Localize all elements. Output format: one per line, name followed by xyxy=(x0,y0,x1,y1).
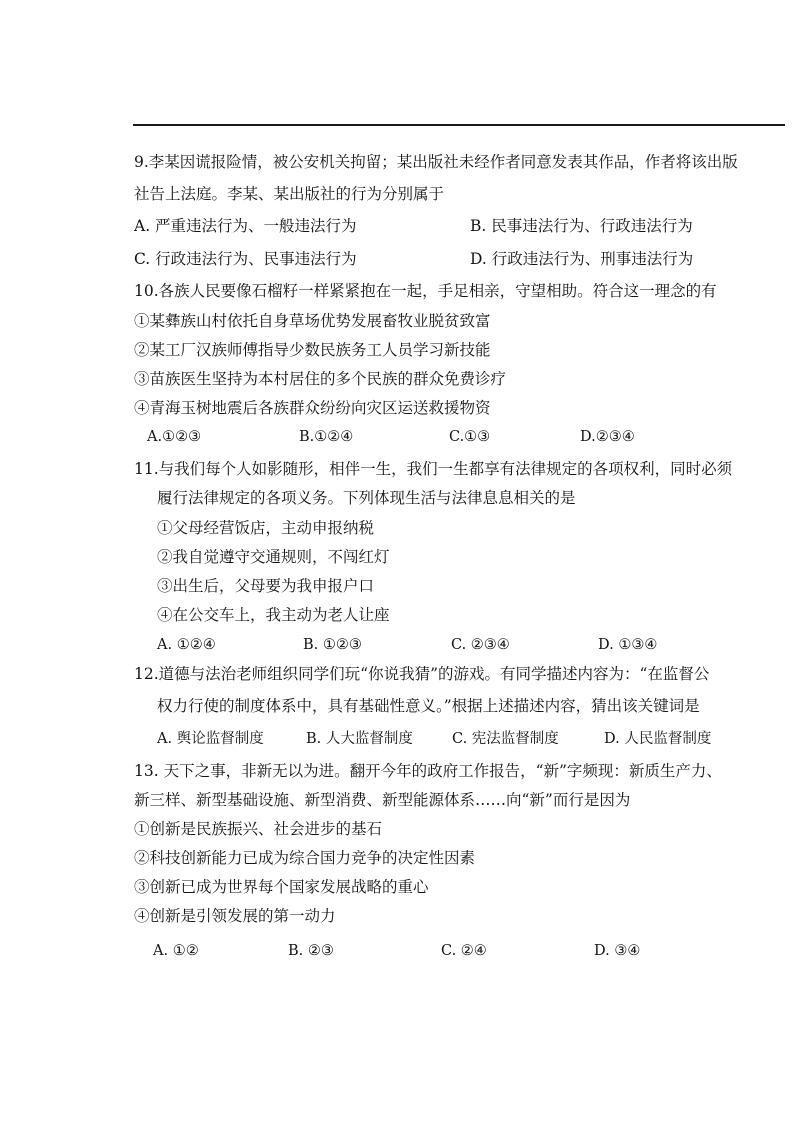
header-rule xyxy=(133,124,785,126)
q11-stem-line2: 履行法律规定的各项义务。下列体现生活与法律息息相关的是 xyxy=(157,489,576,507)
q9-option-b: B. 民事违法行为、行政违法行为 xyxy=(470,217,693,235)
q10-option-b: B.①②④ xyxy=(299,429,354,445)
q9-option-a: A. 严重违法行为、一般违法行为 xyxy=(134,217,357,235)
q11-option-b: B. ①②③ xyxy=(303,637,362,653)
q13-item-3: ③创新已成为世界每个国家发展战略的重心 xyxy=(134,878,429,896)
q10-item-4: ④青海玉树地震后各族群众纷纷向灾区运送救援物资 xyxy=(134,399,491,417)
q13-option-b: B. ②③ xyxy=(288,943,334,959)
q11-item-1: ①父母经营饭店，主动申报纳税 xyxy=(157,519,375,537)
q11-option-a: A. ①②④ xyxy=(157,637,216,653)
q10-option-c: C.①③ xyxy=(449,429,491,445)
q13-item-2: ②科技创新能力已成为综合国力竞争的决定性因素 xyxy=(134,849,476,867)
q13-item-1: ①创新是民族振兴、社会进步的基石 xyxy=(134,820,383,838)
q10-item-1: ①某彝族山村依托自身草场优势发展畜牧业脱贫致富 xyxy=(134,312,491,330)
q13-stem-line1: 13. 天下之事，非新无以为进。翻开今年的政府工作报告，“新”字频现：新质生产力、 xyxy=(134,762,722,780)
q12-option-a: A. 舆论监督制度 xyxy=(157,731,264,747)
q11-option-d: D. ①③④ xyxy=(598,637,658,653)
q13-option-a: A. ①② xyxy=(153,943,199,959)
q13-item-4: ④创新是引领发展的第一动力 xyxy=(134,907,336,925)
q12-stem-line2: 权力行使的制度体系中，具有基础性意义。”根据上述描述内容，猜出该关键词是 xyxy=(157,697,700,715)
q12-option-d: D. 人民监督制度 xyxy=(604,731,712,747)
q13-option-c: C. ②④ xyxy=(441,943,487,959)
q10-item-3: ③苗族医生坚持为本村居住的多个民族的群众免费诊疗 xyxy=(134,370,507,388)
q11-item-2: ②我自觉遵守交通规则，不闯红灯 xyxy=(157,548,390,566)
q12-option-b: B. 人大监督制度 xyxy=(306,731,413,747)
q11-item-3: ③出生后，父母要为我申报户口 xyxy=(157,577,375,595)
q12-stem-line1: 12.道德与法治老师组织同学们玩“你说我猜”的游戏。有同学描述内容为：“在监督公 xyxy=(134,665,710,683)
q10-option-a: A.①②③ xyxy=(147,429,202,445)
q10-stem: 10.各族人民要像石榴籽一样紧紧抱在一起，手足相亲，守望相助。符合这一理念的有 xyxy=(134,282,717,300)
q13-stem-line2: 新三样、新型基础设施、新型消费、新型能源体系……向“新”而行是因为 xyxy=(134,791,631,809)
q9-stem-line2: 社告上法庭。李某、某出版社的行为分别属于 xyxy=(134,185,445,203)
q11-option-c: C. ②③④ xyxy=(451,637,510,653)
q9-option-c: C. 行政违法行为、民事违法行为 xyxy=(134,250,357,268)
q9-option-d: D. 行政违法行为、刑事违法行为 xyxy=(470,250,694,268)
q10-option-d: D.②③④ xyxy=(580,429,635,445)
q12-option-c: C. 宪法监督制度 xyxy=(452,731,559,747)
q9-stem-line1: 9.李某因谎报险情，被公安机关拘留；某出版社未经作者同意发表其作品，作者将该出版 xyxy=(134,153,738,171)
q10-item-2: ②某工厂汉族师傅指导少数民族务工人员学习新技能 xyxy=(134,341,491,359)
q13-option-d: D. ③④ xyxy=(594,943,641,959)
q11-item-4: ④在公交车上，我主动为老人让座 xyxy=(157,606,390,624)
q11-stem-line1: 11.与我们每个人如影随形，相伴一生，我们一生都享有法律规定的各项权利，同时必须 xyxy=(134,460,733,478)
